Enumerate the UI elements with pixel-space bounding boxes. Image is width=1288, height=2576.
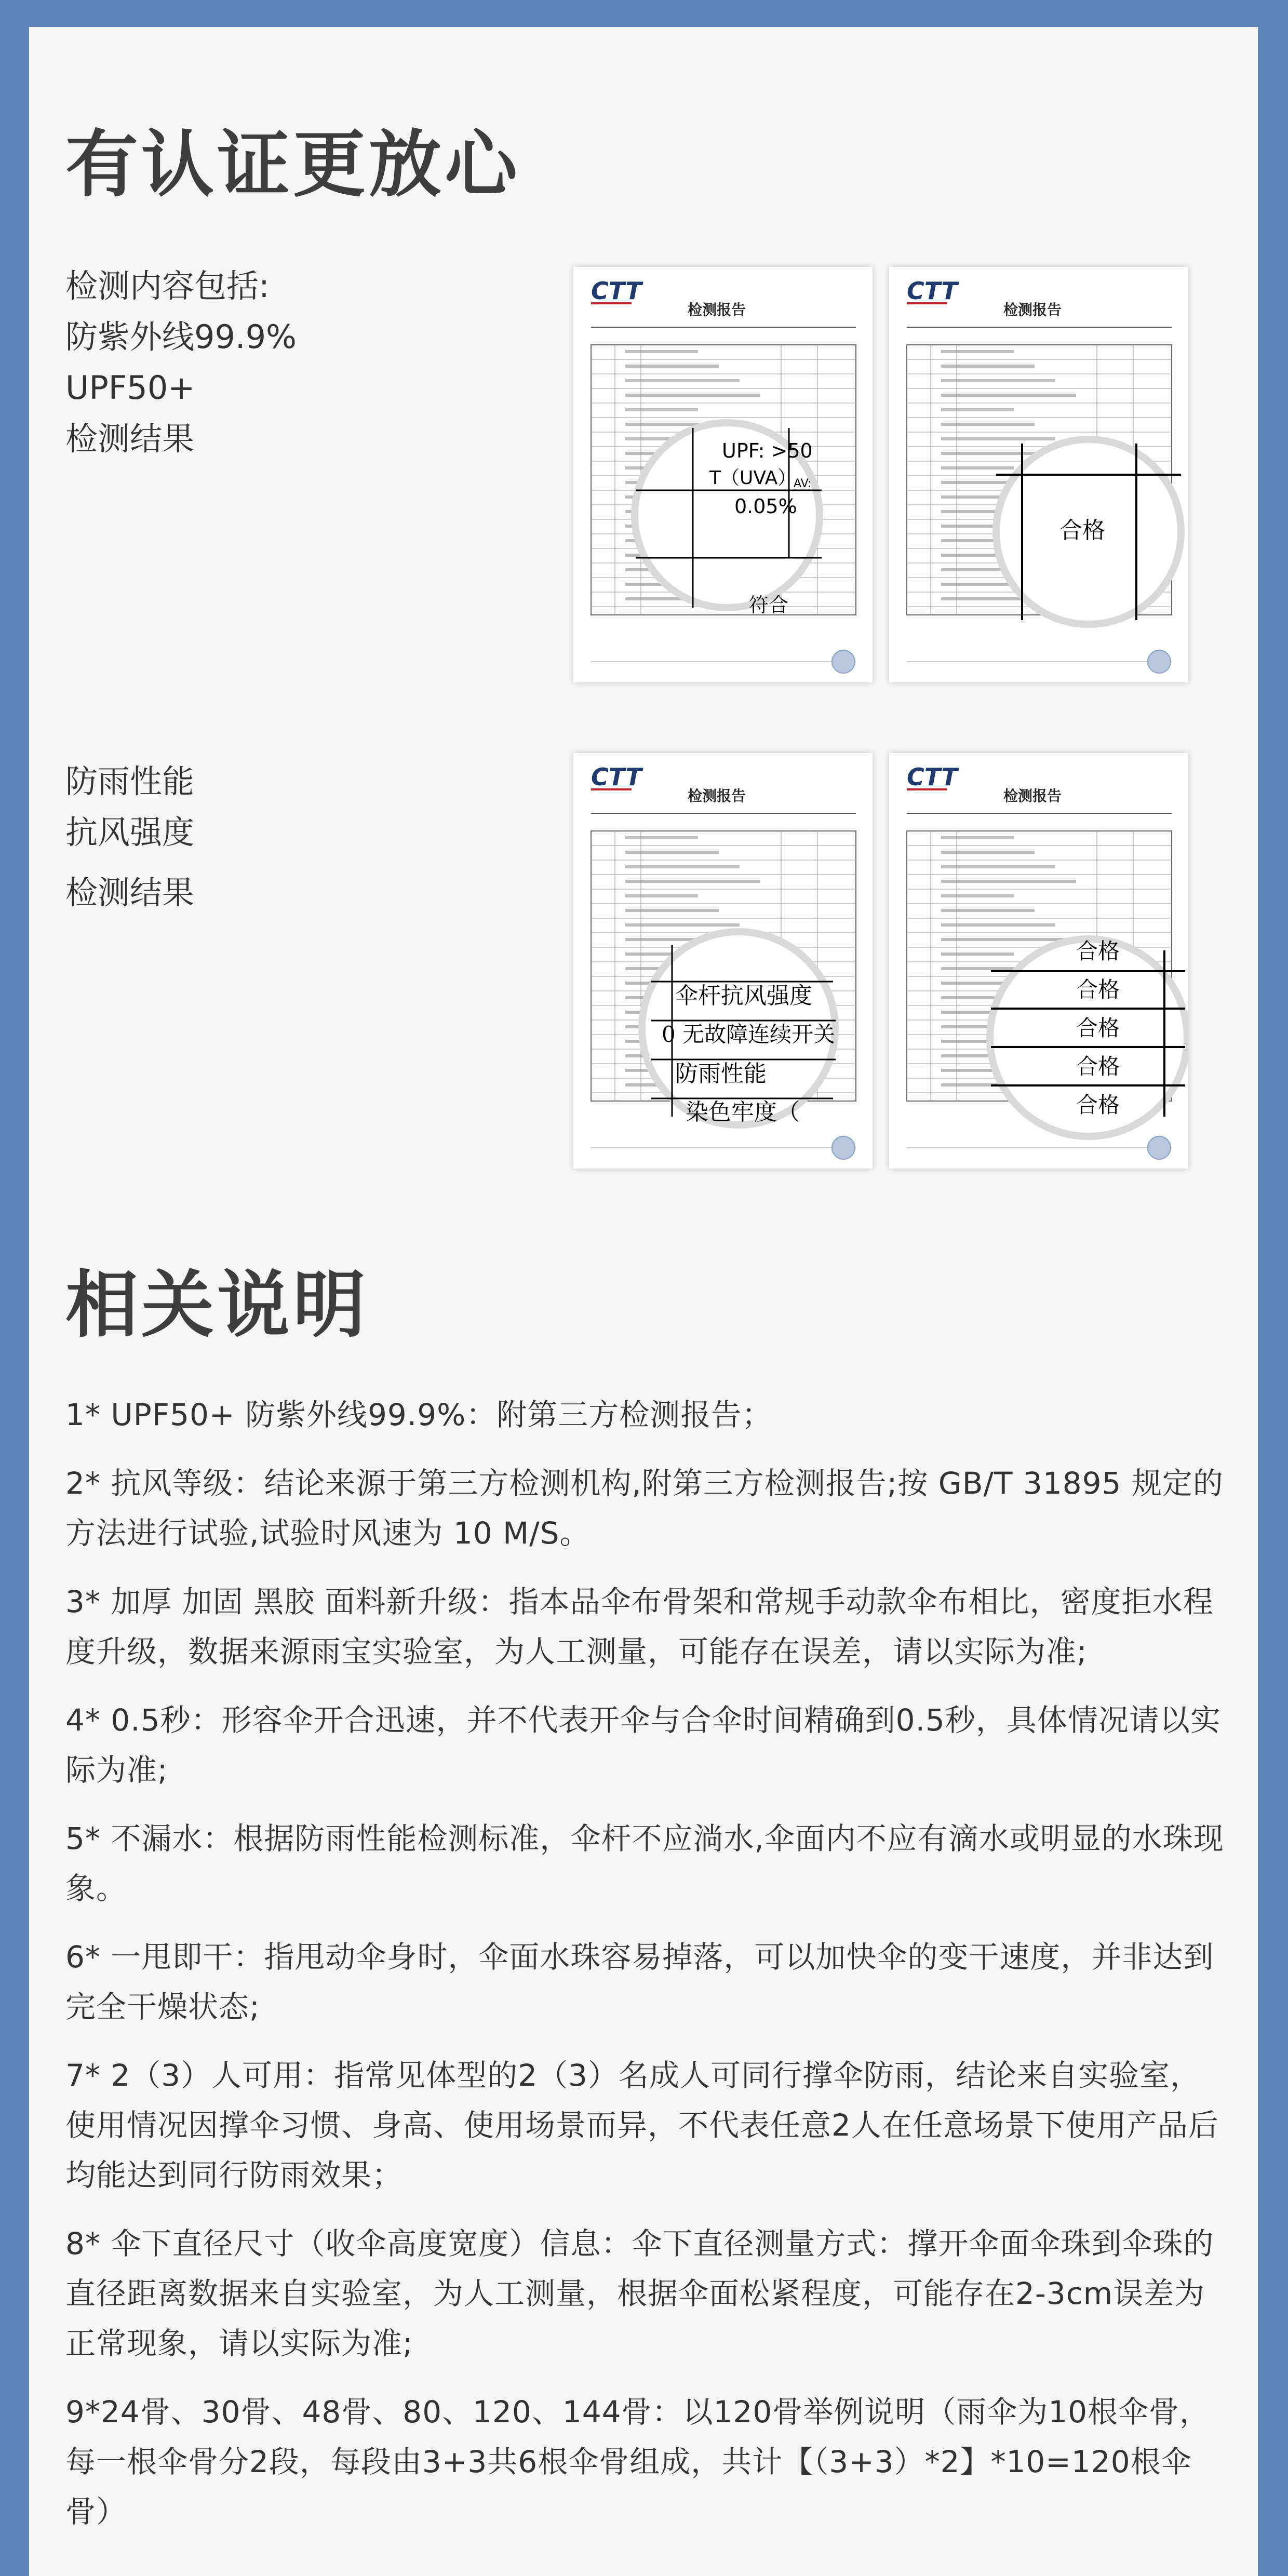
magnifier-pass (996, 439, 1181, 624)
note-item: 2* 抗风等级：结论来源于第三方检测机构,附第三方检测报告;按 GB/T 31895 规定的方法进行试验,试验时风速为 10 M/S。 (65, 1466, 1224, 1551)
ctt-logo: CTT (591, 763, 642, 791)
report-heading: 检测报告 (1003, 787, 1062, 804)
wind-line-4: 染色牢度（ (686, 1099, 800, 1125)
pass-list-4: 合格 (1076, 1054, 1120, 1079)
note-item: 7* 2（3）人可用：指常见体型的2（3）名成人可同行撑伞防雨，结论来自实验室，使用情况因撑伞习惯、身高、使用场景而异，不代表任意2人在任意场景下使用产品后均能达到同行防雨效果； (65, 2058, 1219, 2193)
desc-line: 检测结果 (65, 420, 195, 458)
seal-icon (1148, 650, 1171, 673)
report-image-pass-list (889, 753, 1188, 1169)
note-item: 5* 不漏水：根据防雨性能检测标准，伞杆不应淌水,伞面内不应有滴水或明显的水珠现象。 (65, 1821, 1224, 1906)
desc-line: 防紫外线99.9% (65, 318, 297, 356)
report-image-pass (889, 267, 1188, 682)
desc-line: 防雨性能 (65, 762, 195, 800)
pass-list-2: 合格 (1076, 977, 1120, 1002)
desc-line: UPF50+ (65, 369, 195, 407)
wind-line-3: 防雨性能 (675, 1061, 767, 1087)
wind-line-2: 0 无故障连续开关 (662, 1022, 836, 1047)
ctt-logo: CTT (907, 763, 958, 791)
content-panel (29, 27, 1258, 2576)
wind-line-1: 伞杆抗风强度 (675, 983, 812, 1009)
uv-t-text: T（UVA） (709, 467, 797, 489)
notes-list (65, 1390, 1229, 2555)
desc-line: 检测结果 (65, 874, 195, 911)
magnifier-pass-list (990, 938, 1187, 1136)
section-title-notes: 相关说明 (65, 1263, 369, 1348)
note-item: 8* 伞下直径尺寸（收伞高度宽度）信息：伞下直径测量方式：撑开伞面伞珠到伞珠的直径距离数据来自实验室，为人工测量，根据伞面松紧程度，可能存在2-3cm误差为正常现象，请以实际为准; (65, 2226, 1214, 2361)
ctt-logo: CTT (907, 277, 958, 305)
uv-value-text: 0.05% (734, 495, 797, 518)
pass-list-5: 合格 (1076, 1092, 1120, 1118)
report-sheet-pass (889, 267, 1188, 682)
section-title-certification: 有认证更放心 (65, 123, 521, 207)
report-heading: 检测报告 (688, 787, 746, 804)
report-heading: 检测报告 (1003, 301, 1062, 318)
note-item: 3* 加厚 加固 黑胶 面料新升级：指本品伞布骨架和常规手动款伞布相比，密度拒水程度升级，数据来源雨宝实验室，为人工测量，可能存在误差，请以实际为准; (65, 1584, 1214, 1669)
report-sheet-wind (573, 753, 873, 1169)
desc-line: 抗风强度 (65, 813, 195, 851)
uv-av-text: AV: (794, 477, 812, 490)
report-sheet-pass-list (889, 753, 1188, 1169)
note-item: 4* 0.5秒：形容伞开合迅速，并不代表开伞与合伞时间精确到0.5秒，具体情况请以实际为准; (65, 1702, 1221, 1788)
note-item: 9*24骨、30骨、48骨、80、120、144骨：以120骨举例说明（雨伞为10根伞骨，每一根伞骨分2段，每段由3+3共6根伞骨组成，共计【（3+3）*2】*10=120根伞骨） (65, 2394, 1211, 2529)
magnifier-uv (635, 423, 822, 616)
desc-line: 检测内容包括: (65, 267, 270, 305)
magnifier-wind (642, 932, 836, 1125)
pass-text: 合格 (1059, 517, 1105, 544)
report-image-wind (573, 753, 873, 1169)
pass-list-3: 合格 (1076, 1015, 1120, 1041)
pass-list-1: 合格 (1076, 938, 1120, 964)
note-item: 1* UPF50+ 防紫外线99.9%：附第三方检测报告； (65, 1397, 773, 1432)
ctt-logo: CTT (591, 277, 642, 305)
report-sheet-uv (573, 267, 873, 682)
seal-icon (1148, 1136, 1171, 1159)
seal-icon (832, 650, 855, 673)
report-image-uv (573, 267, 873, 682)
report-heading: 检测报告 (688, 301, 746, 318)
uv-pass-text: 符合 (749, 594, 789, 616)
seal-icon (832, 1136, 855, 1159)
note-item: 6* 一甩即干：指甩动伞身时，伞面水珠容易掉落，可以加快伞的变干速度，并非达到完全干燥状态; (65, 1939, 1214, 2024)
uv-upf-text: UPF: >50 (722, 439, 813, 462)
